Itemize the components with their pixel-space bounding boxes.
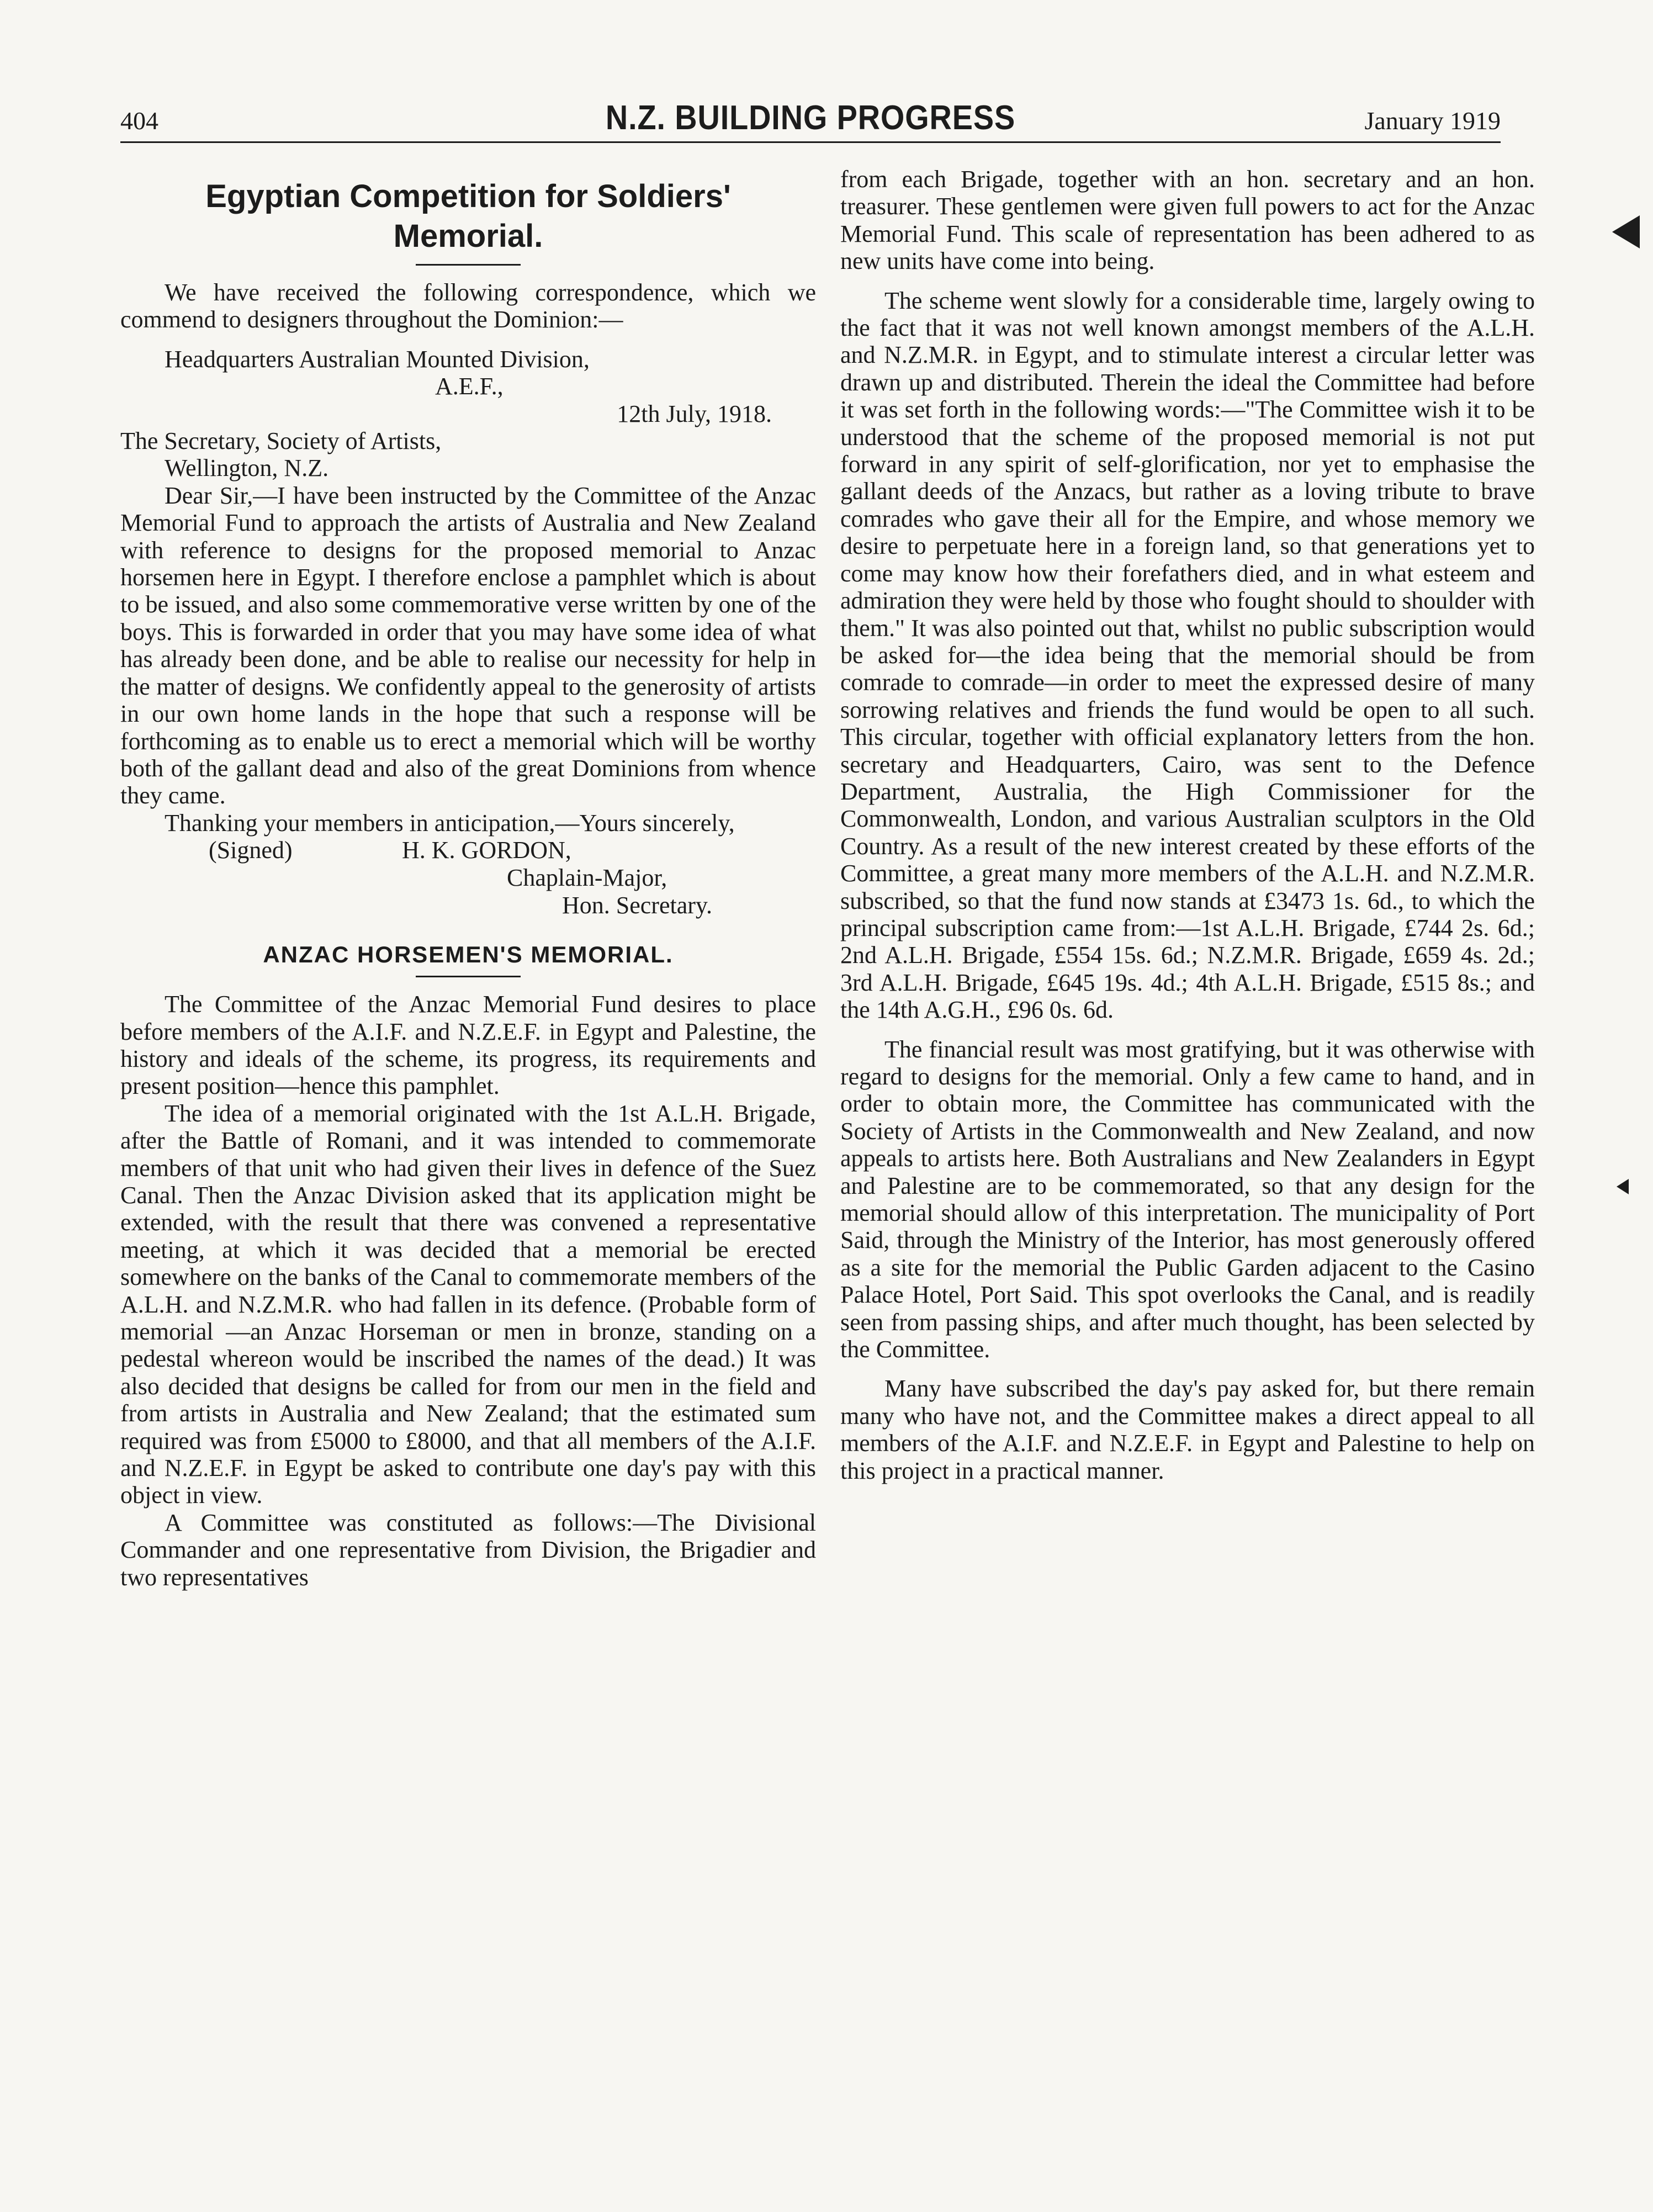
signer-rank: Chaplain-Major, [507, 864, 667, 892]
signed-label: (Signed) [209, 837, 293, 864]
letter-date: 12th July, 1918. [617, 400, 772, 427]
left-column [120, 166, 816, 1591]
letter-closing: Thanking your members in anticipation,—Yours sincerely, [165, 809, 735, 837]
letter-from-line2: A.E.F., [435, 373, 504, 400]
body-paragraph: Many have subscribed the day's pay asked for, but there remain many who have not, and the Committee makes a direct appeal to all members of the A.I.F. and N.Z.E.F. in Egypt and Palestine to help on this project in a practical manner. [840, 1375, 1535, 1484]
margin-arrow-icon [1612, 215, 1640, 248]
letter-address-block [120, 346, 816, 482]
margin-arrow-icon [1617, 1179, 1629, 1194]
letter-from-line1: Headquarters Australian Mounted Division, [165, 345, 590, 373]
letter-to-line1: The Secretary, Society of Artists, [120, 427, 442, 455]
article-title [120, 177, 816, 256]
intro-paragraph: We have received the following correspondence, which we commend to designers throughout the Dominion:— [120, 279, 816, 334]
section-rule [416, 976, 521, 977]
body-paragraph: The scheme went slowly for a considerable time, largely owing to the fact that it was not well known amongst members of the A.L.H. and N.Z.M.R. in Egypt, and to stimulate interest a circular letter was drawn up and distributed. Therein the ideal the Committee had before it was set forth in the following words:—"The Committee wish it to be understood that the scheme of the proposed memorial is not put forward in any spirit of self-glorification, nor yet to emphasise the gallant deeds of the Anzacs, but rather as a loving tribute to brave comrades who gave their all for the Empire, and whose memory we desire to perpetuate here in a foreign land, so that generations yet to come may know how their forefathers died, and in what esteem and admiration they were held by those who fought should to shoulder with them." It was also pointed out that, whilst no public subscription would be asked for—the idea being that the memorial should be from comrade to comrade—in order to meet the expressed desire of many sorrowing relatives and friends the fund would be open to all such. This circular, together with official explanatory letters from the hon. secretary and Headquarters, Cairo, was sent to the Defence Department, Australia, the High Commissioner for the Commonwealth, London, and various Australian sculptors in the Old Country. As a result of the new interest created by these efforts of the Committee, a great many more members of the A.L.H. and N.Z.M.R. subscribed, so that the fund now stands at £3473 1s. 6d., to which the principal subscription came from:—1st A.L.H. Brigade, £744 2s. 6d.; 2nd A.L.H. Brigade, £554 15s. 6d.; N.Z.M.R. Brigade, £659 4s. 2d.; 3rd A.L.H. Brigade, £645 19s. 4d.; 4th A.L.H. Brigade, £515 8s.; and the 14th A.G.H., £96 0s. 6d. [840, 287, 1535, 1024]
letter-to-line2: Wellington, N.Z. [165, 454, 329, 482]
body-paragraph: A Committee was constituted as follows:—The Divisional Commander and one representative from Division, the Brigadier and two representatives [120, 1509, 816, 1591]
body-paragraph: The idea of a memorial originated with the 1st A.L.H. Brigade, after the Battle of Romani, and it was intended to commemorate members of that unit who had given their lives in defence of the Suez Canal. Then the Anzac Division asked that its application might be extended, with the result that there was convened a representative meeting, at which it was decided that a memorial be erected somewhere on the banks of the Canal to commemorate members of the A.L.H. and N.Z.M.R. who had fallen in its defence. (Probable form of memorial —an Anzac Horseman or men in bronze, standing on a pedestal whereon would be inscribed the names of the dead.) It was also decided that designs be called for from our men in the field and from artists in Australia and New Zealand; that the estimated sum required was from £5000 to £8000, and that all members of the A.I.F. and N.Z.E.F. in Egypt be asked to contribute one day's pay with this object in view. [120, 1099, 816, 1509]
body-paragraph: The Committee of the Anzac Memorial Fund desires to place before members of the A.I.F. and N.Z.E.F. in Egypt and Palestine, the history and ideals of the scheme, its progress, its requirements and present position—hence this pamphlet. [120, 991, 816, 1100]
article-title-line1: Egyptian Competition for Soldiers' [205, 178, 731, 214]
publication-title: N.Z. BUILDING PROGRESS [605, 99, 1016, 137]
header-rule [120, 141, 1501, 143]
body-paragraph: The financial result was most gratifying, but it was otherwise with regard to designs for the memorial. Only a few came to hand, and in order to obtain more, the Committee has communicated with the Society of Artists in the Commonwealth and New Zealand, and now appeals to artists here. Both Australians and New Zealanders in Egypt and Palestine are to be commemorated, so that any design for the memorial should allow of this interpretation. The municipality of Port Said, through the Ministry of the Interior, has most generously offered as a site for the memorial the Public Garden adjacent to the Casino Palace Hotel, Port Said. This spot overlooks the Canal, and is readily seen from passing ships, and after much thought, has been selected by the Committee. [840, 1035, 1535, 1363]
signer-role: Hon. Secretary. [562, 892, 713, 919]
title-rule [416, 264, 521, 266]
section-heading: ANZAC HORSEMEN'S MEMORIAL. [263, 941, 674, 968]
right-column [840, 166, 1535, 1484]
page-header [120, 98, 1501, 142]
signature-block [120, 837, 816, 919]
article-title-line2: Memorial. [393, 218, 543, 254]
page-number: 404 [120, 107, 158, 135]
signer-name: H. K. GORDON, [402, 837, 571, 864]
letter-body: Dear Sir,—I have been instructed by the Committee of the Anzac Memorial Fund to approach the artists of Australia and New Zealand with reference to designs for the proposed memorial to Anzac horsemen here in Egypt. I therefore enclose a pamphlet which is about to be issued, and also some commemorative verse written by one of the boys. This is forwarded in order that you may have some idea of what has already been done, and be able to realise our necessity for help in the matter of designs. We confidently appeal to the generosity of artists in our own home lands in the hope that such a response will be forthcoming as to enable us to erect a memorial which will be worthy both of the gallant dead and also of the great Dominions from whence they came. [120, 481, 816, 809]
body-paragraph-continued: from each Brigade, together with an hon. secretary and an hon. treasurer. These gentlemen were given full powers to act for the Anzac Memorial Fund. This scale of representation has been adhered to as new units have come into being. [840, 166, 1535, 275]
issue-date: January 1919 [1364, 107, 1501, 135]
